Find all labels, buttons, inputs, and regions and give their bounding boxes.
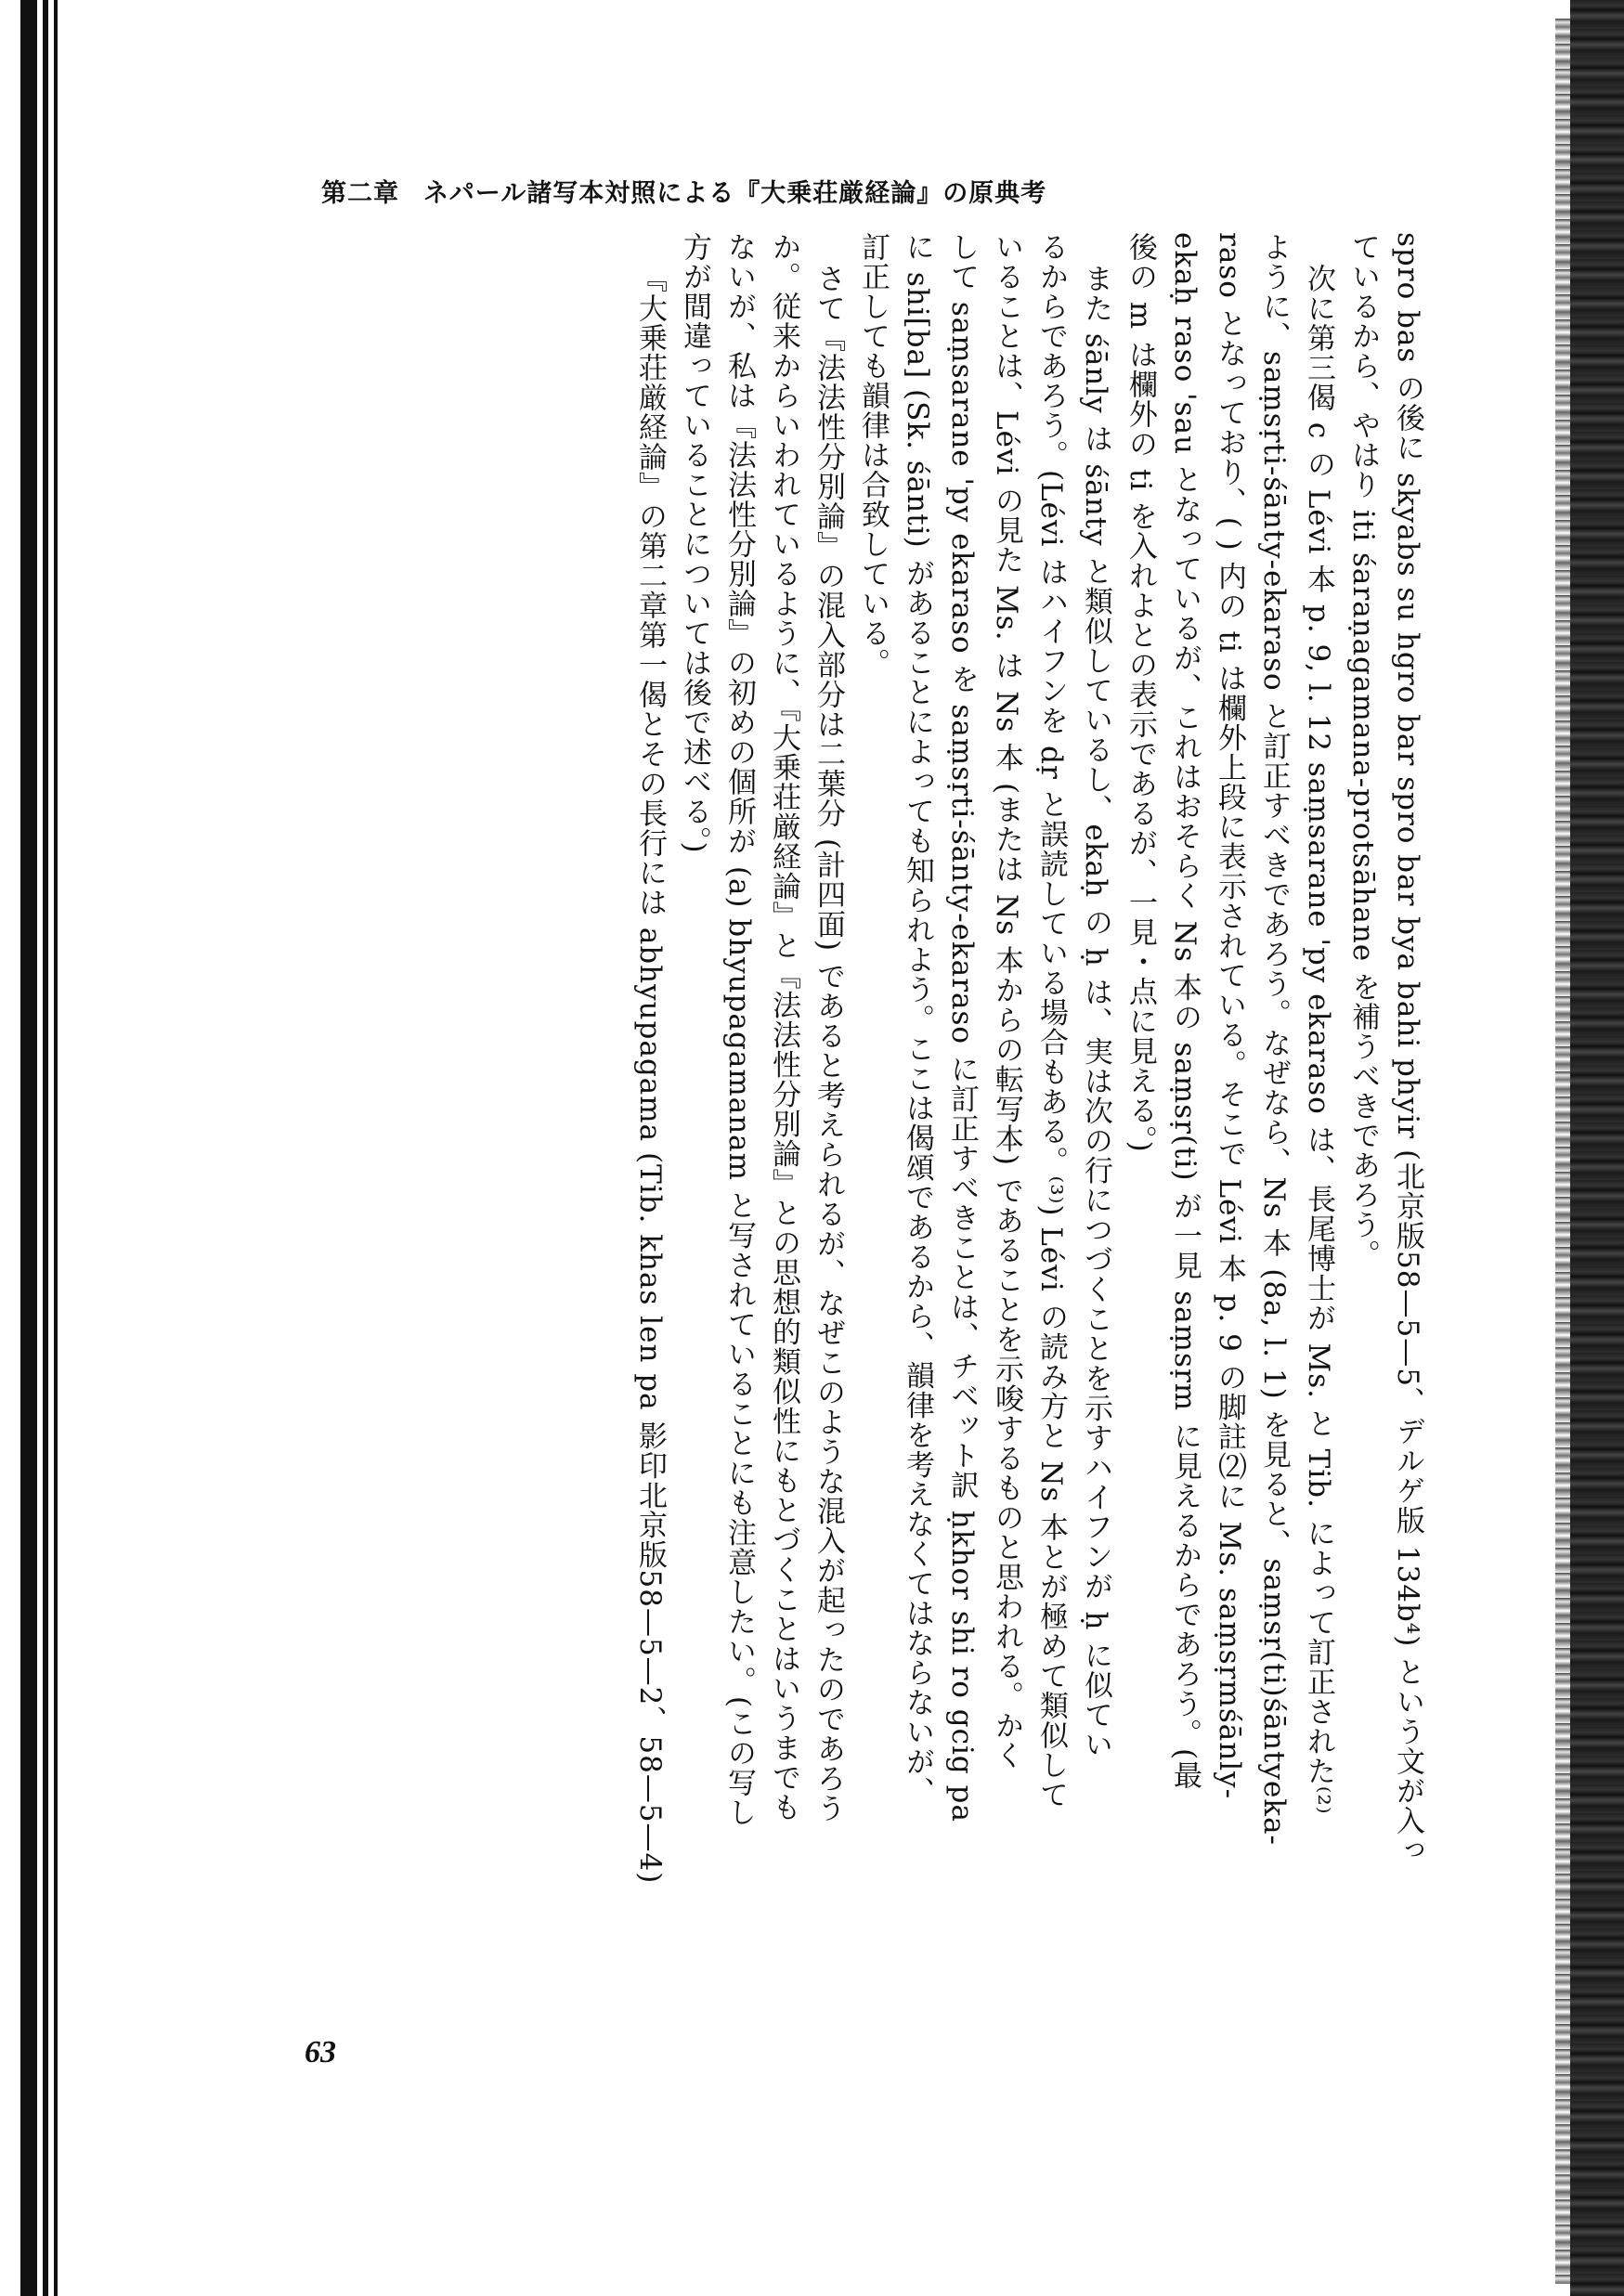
binding-bar — [54, 0, 58, 2296]
text-column: 訂正しても韻律は合致している。 — [856, 232, 890, 678]
text-column: ているから、やはり iti śaraṇagamana-protsāhane を補うべきであろう。 — [1346, 232, 1380, 1270]
text-column: して saṃsarane 'py ekaraso を saṃsṛti-śānty-ekaraso に訂正すべきことは、チベット訳 ḥkhor shi ro gcig pa — [945, 232, 979, 1823]
text-column: spro bas の後に skyabs su hgro bar spro bar bya bahi phyir (北京版58—5—5、デルゲ版 134b⁴) という文が入っ — [1391, 232, 1424, 1866]
text-column: ないが、私は『法法性分別論』の初めの個所が (a) bhyupagamanam と写されていることにも注意したい。(この写し — [722, 232, 756, 1827]
text-column: raso となっており、( ) 内の ti は欄外上段に表示されている。そこで Lévi 本 p. 9 の脚註⑵に Ms. saṃsṛmśānly- — [1213, 232, 1246, 1800]
binding-bar — [20, 0, 37, 2296]
text-column: さて『法法性分別論』の混入部分は二葉分 (計四面) であると考えられるが、なぜこのような混入が起ったのであろう — [812, 264, 845, 1823]
text-column: に shi[ba] (Sk. śānti) があることによっても知られよう。ここは偈頌であるから、韻律を考えなくてはならないが、 — [901, 232, 934, 1807]
body-text — [279, 232, 1430, 1931]
text-column: ように、saṃsṛti-śānty-ekaraso と訂正すべきであろう。なぜなら、Ns 本 (8a, l. 1) を見ると、saṃsṛ(ti)śāntyeka- — [1257, 232, 1291, 1847]
text-column: か。従来からいわれているように、『大乗荘厳経論』と『法法性分別論』との思想的類似性にもとづくことはいうまでも — [767, 232, 800, 1823]
text-column: ekaḥ raso 'sau となっているが、これはおそらく Ns 本の saṃsṛ(ti) が一見 saṃsṛm に見えるからであろう。(最 — [1168, 232, 1202, 1791]
text-column: いることは、Lévi の見た Ms. は Ns 本 (または Ns 本からの転写本) であることを示唆するものと思われる。かく — [990, 232, 1023, 1771]
running-head-chapter: 第二章 — [321, 179, 399, 208]
text-column: 『大乗荘厳経論』の第二章第一偈とその長行には abhyupagama (Tib. khas len pa 影印北京版58—5—2、58—5—4) — [633, 264, 667, 1885]
page-number: 63 — [305, 2035, 336, 2069]
running-head — [321, 173, 1046, 209]
text-column: るからであろう。(Lévi はハイフンを dṛ と誤読している場合もある。⁽³⁾) Lévi の読み方と Ns 本とが極めて類似して — [1034, 232, 1068, 1810]
text-column: 方が間違っていることについては後で述べる。) — [678, 232, 711, 854]
text-column: また śānly は śānty と類似しているし、ekaḥ の ḥ は、実は次の行につづくことを示すハイフンが ḥ に似てい — [1079, 264, 1112, 1760]
binding-bar — [43, 0, 48, 2296]
running-head-title: ネパール諸写本対照による『大乗荘厳経論』の原典考 — [423, 179, 1047, 208]
text-column: 後の m は欄外の ti を入れよとの表示であるが、一見・点に見える。) — [1124, 232, 1157, 1153]
text-column: 次に第三偈 c の Lévi 本 p. 9, l. 12 saṃsarane 'py ekaraso は、長尾博士が Ms. と Tib. によって訂正された⁽²⁾ — [1302, 264, 1335, 1815]
scan-edge — [1570, 0, 1624, 2296]
